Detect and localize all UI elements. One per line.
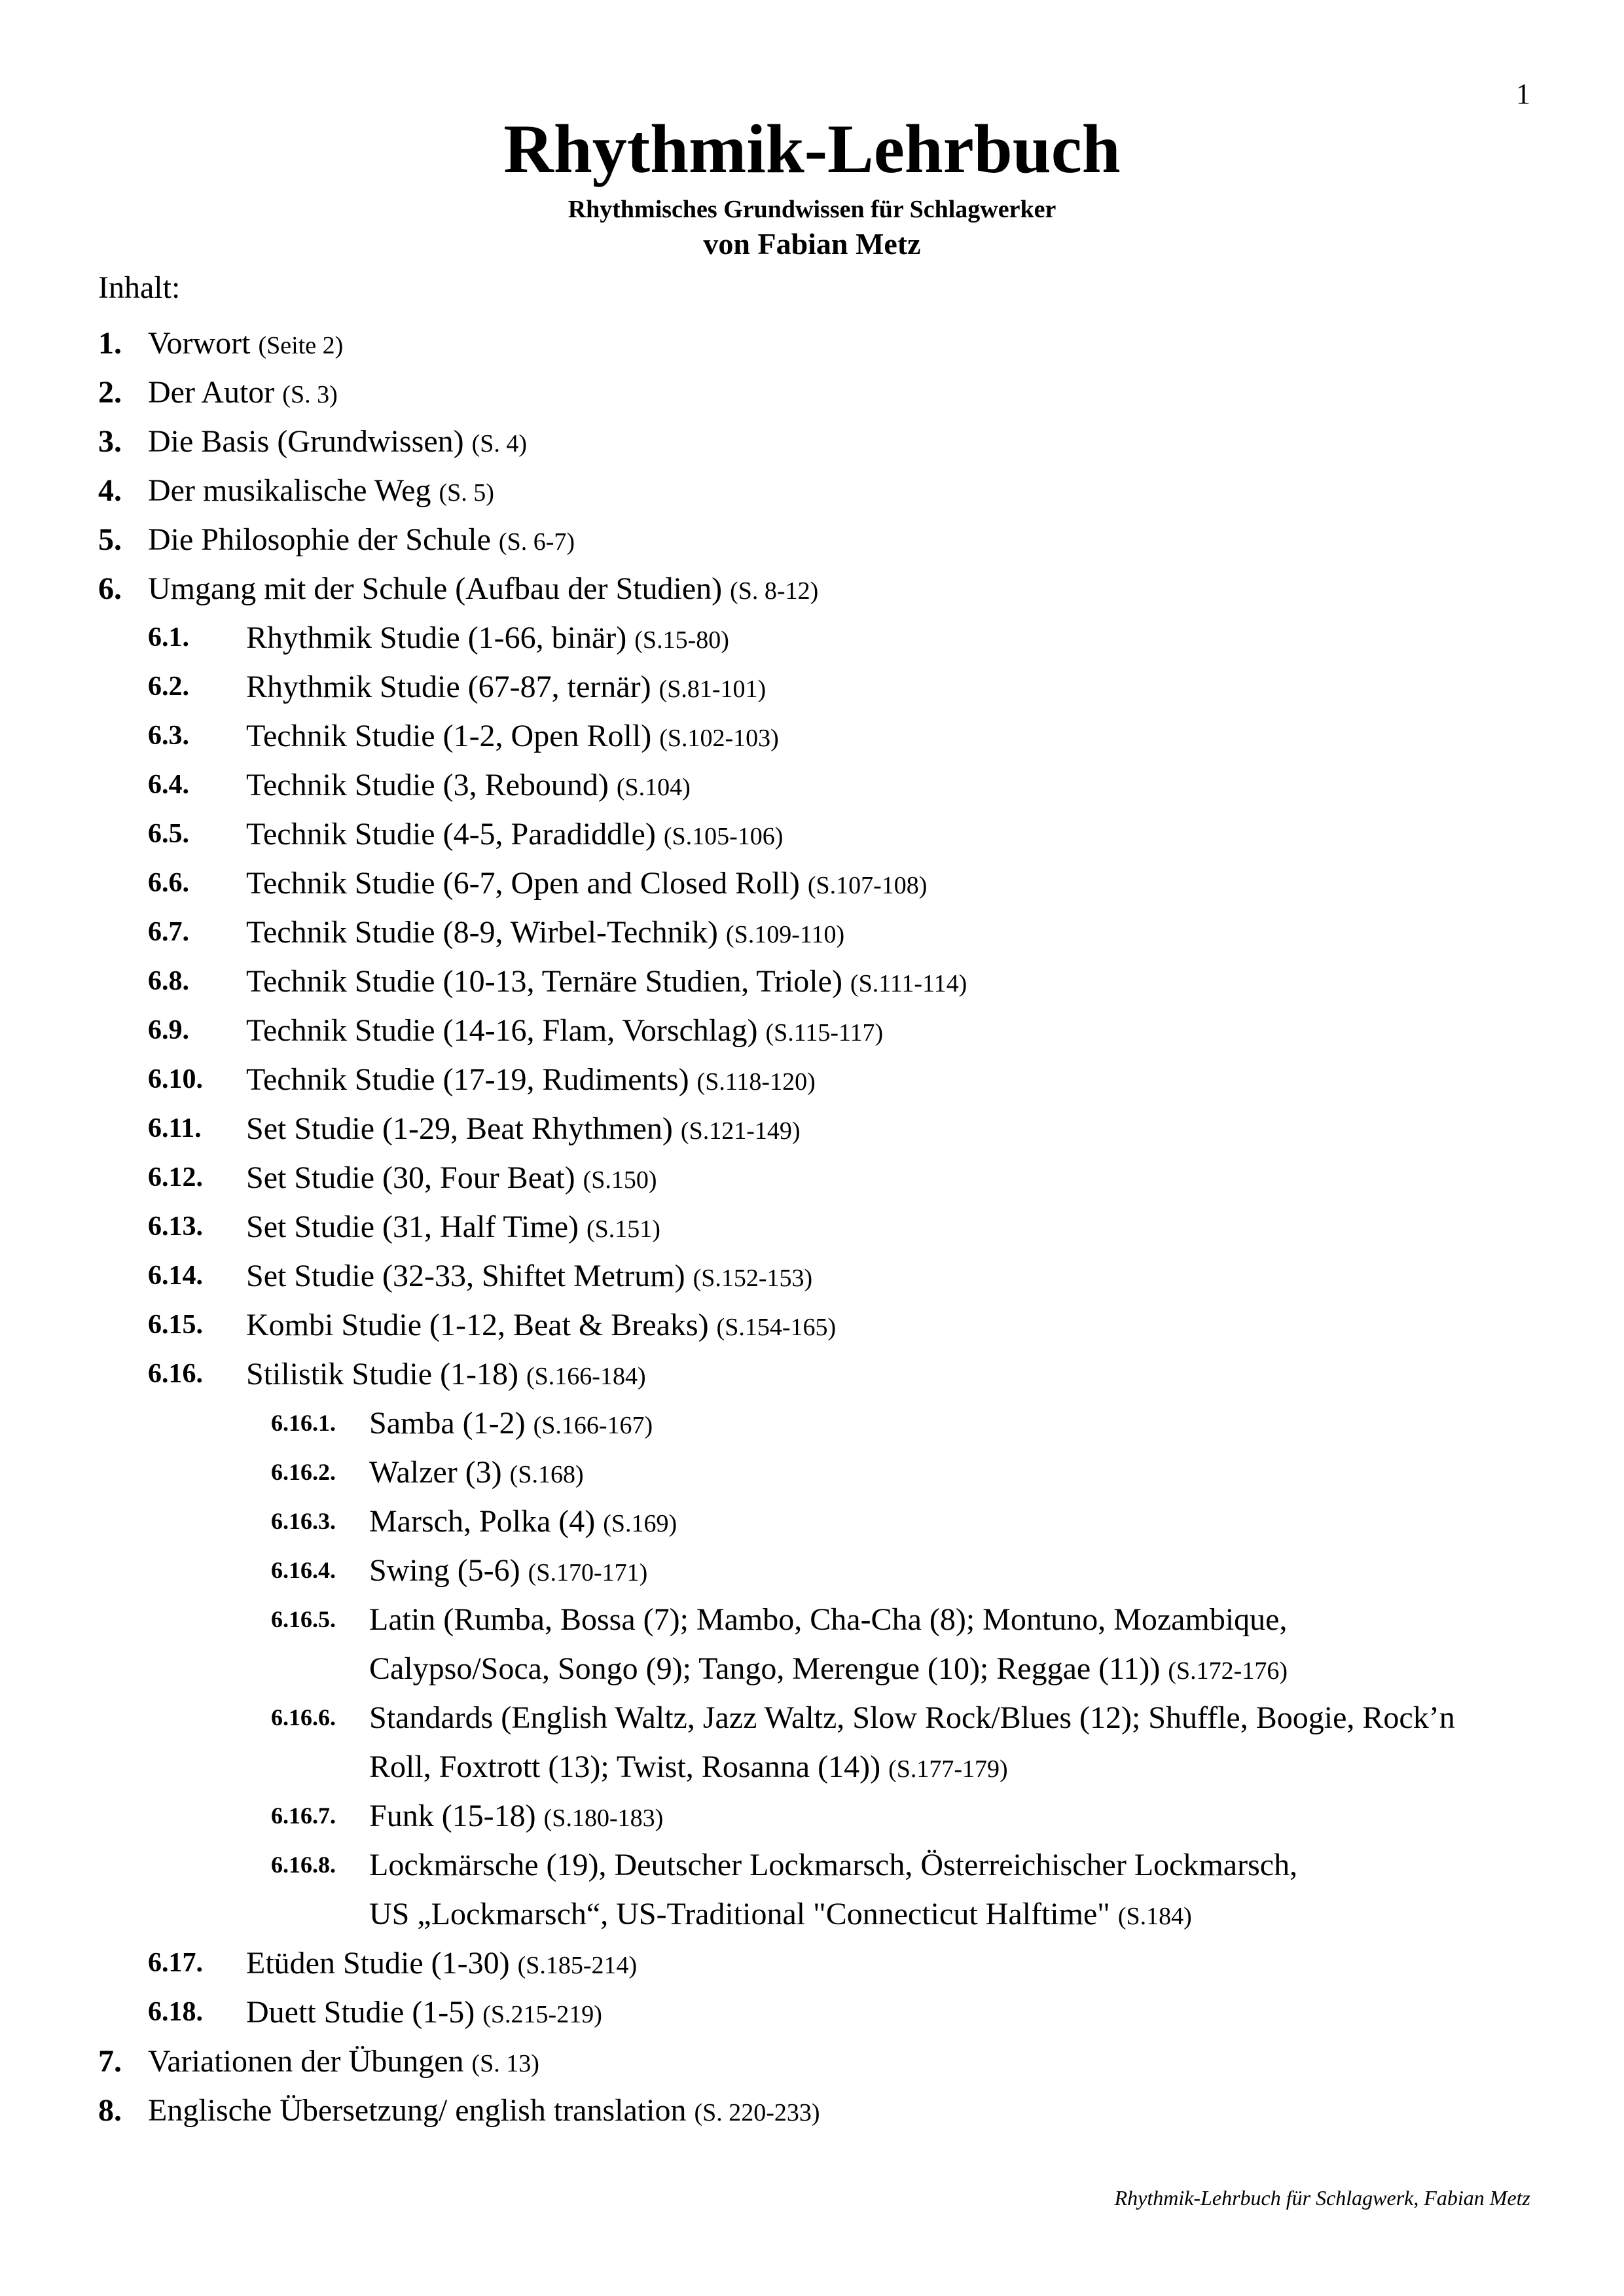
toc-entry-number: 2. xyxy=(98,375,122,410)
toc-entry-number: 6.14. xyxy=(148,1261,203,1291)
toc-entry-line xyxy=(246,711,779,763)
toc-entry-line xyxy=(148,2037,539,2089)
toc-entry xyxy=(0,1006,1624,1055)
toc-entry-pages: (S.115-117) xyxy=(765,1019,884,1047)
toc-entry xyxy=(0,1988,1624,2037)
toc-entry-title: Set Studie (32-33, Shiftet Metrum) xyxy=(246,1259,685,1293)
toc-entry-pages: (S. 4) xyxy=(471,430,528,457)
toc-entry xyxy=(0,1791,1624,1840)
toc-entry-title: Set Studie (30, Four Beat) xyxy=(246,1160,575,1195)
toc-entry-title: Der musikalische Weg xyxy=(148,473,431,508)
toc-entry-title: Samba (1-2) xyxy=(369,1406,526,1441)
toc-entry xyxy=(0,2086,1624,2135)
toc-entry-title: Swing (5-6) xyxy=(369,1553,520,1588)
toc-entry xyxy=(0,711,1624,761)
page-number: 1 xyxy=(1516,78,1530,110)
toc-entry-line xyxy=(246,859,927,910)
toc-entry-number: 6. xyxy=(98,571,122,606)
toc-entry-number: 6.16. xyxy=(148,1359,203,1389)
toc-entry-pages: (S.180-183) xyxy=(543,1804,664,1832)
toc-entry-line xyxy=(246,1251,812,1303)
toc-entry-number: 3. xyxy=(98,424,122,459)
toc-entry-line xyxy=(246,1988,602,2039)
toc-entry-line xyxy=(246,1006,883,1058)
toc-entry-number: 4. xyxy=(98,473,122,508)
toc-entry-number: 6.17. xyxy=(148,1948,203,1978)
toc-entry-pages: (S.105-106) xyxy=(663,823,784,850)
toc-entry xyxy=(0,466,1624,515)
toc-entry-pages: (S.169) xyxy=(603,1510,677,1537)
toc-entry-title: Rhythmik Studie (67-87, ternär) xyxy=(246,670,651,704)
toc-entry xyxy=(0,908,1624,957)
toc-entry-pages: (S. 220-233) xyxy=(694,2099,820,2126)
toc-entry-pages: (S.151) xyxy=(586,1215,660,1243)
toc-entry-line xyxy=(246,1055,816,1107)
toc-entry-line xyxy=(148,319,343,370)
table-of-contents xyxy=(0,319,1624,2135)
toc-entry-pages: (S.121-149) xyxy=(680,1117,801,1145)
toc-entry-title: Die Philosophie der Schule xyxy=(148,522,491,557)
toc-entry xyxy=(0,1153,1624,1202)
toc-entry xyxy=(0,319,1624,368)
toc-entry-line xyxy=(148,564,818,616)
toc-entry-title-continued: Calypso/Soca, Songo (9); Tango, Merengue (10); Reggae (11)) xyxy=(369,1651,1161,1686)
toc-entry-pages: (S.166-167) xyxy=(533,1412,653,1439)
toc-entry xyxy=(0,810,1624,859)
toc-entry-pages: (S.104) xyxy=(616,774,691,801)
toc-entry-number: 6.16.2. xyxy=(271,1459,336,1485)
toc-entry-pages: (S.177-179) xyxy=(888,1755,1008,1783)
toc-entry-title: Stilistik Studie (1-18) xyxy=(246,1357,519,1391)
toc-entry-number: 6.1. xyxy=(148,622,189,653)
toc-entry-pages: (S.215-219) xyxy=(482,2001,602,2028)
toc-entry xyxy=(0,859,1624,908)
toc-entry-title: Set Studie (1-29, Beat Rhythmen) xyxy=(246,1111,673,1146)
toc-entry-number: 6.16.6. xyxy=(271,1704,336,1731)
toc-entry xyxy=(0,1546,1624,1595)
toc-entry-pages: (S.168) xyxy=(509,1461,584,1488)
toc-entry-number: 6.12. xyxy=(148,1162,203,1193)
toc-entry xyxy=(0,957,1624,1006)
toc-entry-pages: (S. 3) xyxy=(282,381,338,408)
toc-entry-number: 6.8. xyxy=(148,966,189,996)
toc-entry-line xyxy=(369,1890,1297,1941)
document-title: Rhythmik-Lehrbuch xyxy=(503,111,1121,187)
toc-entry-line xyxy=(246,908,844,960)
toc-entry-title: Latin (Rumba, Bossa (7); Mambo, Cha-Cha (8); Montuno, Mozambique, xyxy=(369,1602,1288,1637)
toc-entry-line xyxy=(148,515,575,567)
toc-entry-number: 7. xyxy=(98,2044,122,2079)
toc-entry-title: Duett Studie (1-5) xyxy=(246,1995,475,2030)
toc-entry-line xyxy=(369,1791,663,1843)
toc-entry-line xyxy=(246,957,967,1009)
toc-entry-pages: (S.109-110) xyxy=(725,921,845,948)
toc-entry-title-continued: US „Lockmarsch“, US-Traditional "Connecticut Halftime" xyxy=(369,1897,1110,1931)
toc-entry-number: 6.16.1. xyxy=(271,1410,336,1436)
toc-entry xyxy=(0,1595,1624,1693)
toc-entry-title: Technik Studie (8-9, Wirbel-Technik) xyxy=(246,915,718,950)
toc-entry-line xyxy=(369,1448,584,1499)
toc-entry-number: 6.16.7. xyxy=(271,1803,336,1829)
toc-entry-pages: (S.184) xyxy=(1117,1903,1192,1930)
toc-entry-line xyxy=(246,662,766,714)
toc-entry-number: 6.5. xyxy=(148,819,189,849)
toc-entry-line xyxy=(246,1153,657,1205)
toc-entry-line xyxy=(148,417,527,469)
toc-entry xyxy=(0,1399,1624,1448)
toc-entry-number: 6.16.5. xyxy=(271,1606,336,1632)
toc-entry-pages: (S.102-103) xyxy=(659,725,779,752)
toc-entry-number: 6.3. xyxy=(148,721,189,751)
toc-entry-number: 6.7. xyxy=(148,917,189,947)
toc-entry-number: 6.6. xyxy=(148,868,189,898)
toc-entry-line xyxy=(369,1497,677,1549)
toc-entry-line xyxy=(246,1202,660,1254)
toc-entry-pages: (S.166-184) xyxy=(526,1363,646,1390)
document-subtitle: Rhythmisches Grundwissen für Schlagwerker xyxy=(568,196,1056,223)
toc-entry-title: Technik Studie (1-2, Open Roll) xyxy=(246,719,652,753)
toc-entry xyxy=(0,1350,1624,1399)
document-author: von Fabian Metz xyxy=(703,227,921,260)
toc-entry-title: Der Autor xyxy=(148,375,275,410)
page-footer: Rhythmik-Lehrbuch für Schlagwerk, Fabian Metz xyxy=(1114,2186,1530,2210)
toc-entry-title: Technik Studie (10-13, Ternäre Studien, Triole) xyxy=(246,964,842,999)
toc-entry xyxy=(0,613,1624,662)
toc-entry-title: Marsch, Polka (4) xyxy=(369,1504,596,1539)
toc-entry-pages: (S.107-108) xyxy=(807,872,928,899)
toc-entry-title: Rhythmik Studie (1-66, binär) xyxy=(246,620,627,655)
toc-entry-line xyxy=(369,1399,653,1450)
toc-entry-pages: (S.15-80) xyxy=(634,626,729,654)
toc-entry-line xyxy=(369,1644,1288,1696)
toc-entry-line xyxy=(246,1300,836,1352)
toc-entry-number: 6.10. xyxy=(148,1064,203,1094)
toc-entry-pages: (S.185-214) xyxy=(517,1952,638,1979)
toc-entry-title: Lockmärsche (19), Deutscher Lockmarsch, Österreichischer Lockmarsch, xyxy=(369,1848,1298,1882)
toc-entry-title: Englische Übersetzung/ english translation xyxy=(148,2093,687,2128)
toc-entry-number: 6.16.3. xyxy=(271,1508,336,1534)
toc-entry-title: Technik Studie (17-19, Rudiments) xyxy=(246,1062,689,1097)
toc-entry-line xyxy=(369,1693,1455,1742)
toc-entry xyxy=(0,1840,1624,1939)
toc-entry-number: 6.4. xyxy=(148,770,189,800)
toc-entry-title: Vorwort xyxy=(148,326,251,361)
toc-entry xyxy=(0,1202,1624,1251)
toc-entry xyxy=(0,1448,1624,1497)
toc-entry-title: Technik Studie (4-5, Paradiddle) xyxy=(246,817,656,852)
toc-entry-pages: (S. 6-7) xyxy=(498,528,575,556)
toc-entry-number: 5. xyxy=(98,522,122,557)
toc-entry-line xyxy=(369,1595,1288,1644)
toc-entry-title: Die Basis (Grundwissen) xyxy=(148,424,464,459)
toc-entry-pages: (S.118-120) xyxy=(696,1068,816,1096)
toc-heading: Inhalt: xyxy=(98,270,181,305)
toc-entry-pages: (S. 13) xyxy=(471,2050,539,2077)
toc-entry-line xyxy=(148,2086,820,2138)
toc-entry-title: Technik Studie (3, Rebound) xyxy=(246,768,609,802)
toc-entry-pages: (S.150) xyxy=(583,1166,657,1194)
toc-entry xyxy=(0,1497,1624,1546)
toc-entry-number: 6.16.8. xyxy=(271,1852,336,1878)
toc-entry xyxy=(0,761,1624,810)
toc-entry xyxy=(0,662,1624,711)
toc-entry-line xyxy=(246,613,729,665)
toc-entry-line xyxy=(148,466,494,518)
toc-entry xyxy=(0,1939,1624,1988)
toc-entry-title: Funk (15-18) xyxy=(369,1799,536,1833)
toc-entry-number: 6.15. xyxy=(148,1310,203,1340)
toc-entry-line xyxy=(369,1840,1297,1890)
toc-entry xyxy=(0,515,1624,564)
toc-entry xyxy=(0,1300,1624,1350)
toc-entry xyxy=(0,417,1624,466)
toc-entry-title: Technik Studie (6-7, Open and Closed Roll) xyxy=(246,866,800,901)
toc-entry xyxy=(0,1251,1624,1300)
toc-entry-line xyxy=(246,1939,637,1990)
toc-entry-line xyxy=(369,1546,647,1598)
toc-entry-pages: (S. 5) xyxy=(439,479,494,507)
toc-entry-number: 1. xyxy=(98,326,122,361)
toc-entry-pages: (S.111-114) xyxy=(850,970,967,997)
toc-entry xyxy=(0,564,1624,613)
toc-entry-pages: (Seite 2) xyxy=(258,332,344,359)
toc-entry-title: Umgang mit der Schule (Aufbau der Studien) xyxy=(148,571,723,606)
toc-entry-title: Technik Studie (14-16, Flam, Vorschlag) xyxy=(246,1013,758,1048)
toc-entry-number: 6.16.4. xyxy=(271,1557,336,1583)
toc-entry xyxy=(0,1055,1624,1104)
toc-entry-number: 6.9. xyxy=(148,1015,189,1045)
toc-entry-line xyxy=(246,1350,646,1401)
toc-entry-number: 6.2. xyxy=(148,672,189,702)
toc-entry-title: Set Studie (31, Half Time) xyxy=(246,1210,579,1244)
toc-entry-pages: (S.172-176) xyxy=(1168,1657,1288,1685)
toc-entry-pages: (S.154-165) xyxy=(716,1314,837,1341)
toc-entry-title: Standards (English Waltz, Jazz Waltz, Slow Rock/Blues (12); Shuffle, Boogie, Rock’n xyxy=(369,1700,1455,1735)
toc-entry-number: 6.18. xyxy=(148,1997,203,2027)
toc-entry-line xyxy=(148,368,338,420)
toc-entry-pages: (S.170-171) xyxy=(528,1559,648,1587)
toc-entry-line xyxy=(246,810,783,861)
toc-entry-pages: (S.152-153) xyxy=(693,1265,813,1292)
toc-entry xyxy=(0,1104,1624,1153)
toc-entry-pages: (S.81-101) xyxy=(659,675,767,703)
toc-entry xyxy=(0,2037,1624,2086)
toc-entry-line xyxy=(246,1104,801,1156)
toc-entry xyxy=(0,1693,1624,1791)
toc-entry-title: Variationen der Übungen xyxy=(148,2044,464,2079)
toc-entry-title: Walzer (3) xyxy=(369,1455,502,1490)
toc-entry-title: Etüden Studie (1-30) xyxy=(246,1946,510,1981)
toc-entry-number: 6.11. xyxy=(148,1113,202,1143)
toc-entry-title-continued: Roll, Foxtrott (13); Twist, Rosanna (14)) xyxy=(369,1749,881,1784)
toc-entry-number: 6.13. xyxy=(148,1211,203,1242)
toc-entry-line xyxy=(246,761,691,812)
toc-entry-title: Kombi Studie (1-12, Beat & Breaks) xyxy=(246,1308,709,1342)
toc-entry xyxy=(0,368,1624,417)
toc-entry-line xyxy=(369,1742,1455,1794)
toc-entry-pages: (S. 8-12) xyxy=(730,577,819,605)
toc-entry-number: 8. xyxy=(98,2093,122,2128)
